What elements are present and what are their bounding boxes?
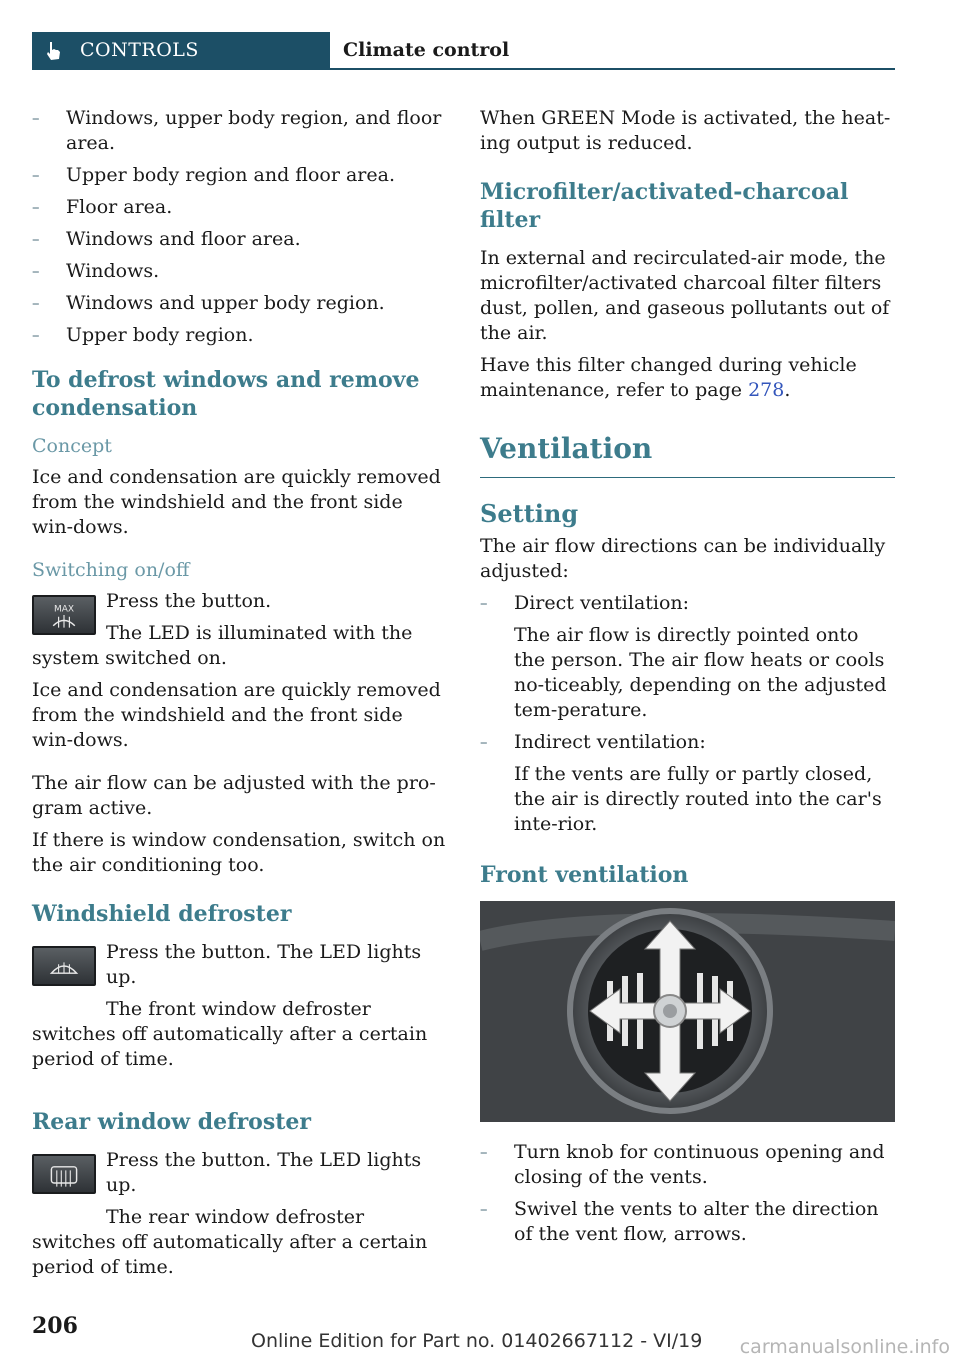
filter-text-2-post: . [784, 379, 791, 401]
indirect-text: If the vents are fully or partly closed, the air is directly routed into the car's inte-rior. [514, 763, 882, 835]
chapter-label: CONTROLS [80, 39, 199, 61]
concept-text: Ice and condensation are quickly removed from the windshield and the front side win-dows. [32, 466, 441, 538]
max-defrost-button-image [32, 595, 96, 635]
list-item [480, 591, 895, 723]
windshield-defrost-icon [34, 948, 94, 984]
chapter-tab [32, 32, 330, 70]
concept-heading: Concept [32, 435, 112, 457]
filter-text-2 [480, 353, 895, 403]
ventilation-heading: Ventilation [480, 431, 895, 478]
edition-text: Online Edition for Part no. 01402667112 - VI/19 [251, 1330, 703, 1352]
switching-press-text: Press the button. [106, 590, 272, 612]
windshield-row [32, 940, 448, 1072]
front-vent-list [480, 1140, 895, 1247]
max-label: MAX [53, 604, 75, 615]
windshield-press-text: Press the button. The LED lights up. [106, 941, 422, 988]
switching-led-text: The LED is illuminated with the system switched on. [32, 622, 413, 669]
max-defrost-row [32, 589, 448, 671]
rear-row [32, 1148, 448, 1280]
filter-text-1: In external and recirculated-air mode, the microfilter/activated charcoal filter filters dust, pollen, and gaseous pollutants out of the air. [480, 247, 890, 344]
left-column [32, 106, 448, 1287]
front-ventilation-heading: Front ventilation [480, 862, 689, 888]
section-title: Climate control [343, 39, 510, 61]
ventilation-types-list [480, 591, 895, 837]
rear-heading: Rear window defroster [32, 1109, 311, 1135]
indirect-label: Indirect ventilation: [514, 731, 706, 753]
list-item: – Turn knob for continuous opening and closing of the vents. [480, 1140, 895, 1190]
list-item: – Windows and floor area. [32, 227, 448, 252]
front-vent-photo [480, 901, 895, 1122]
vent-illustration [480, 901, 895, 1122]
list-item: – Windows. [32, 259, 448, 284]
filter-heading: Microfilter/activated-charcoal filter [480, 179, 849, 233]
rear-text: The rear window defroster switches off automatically after a certain period of time. [32, 1206, 428, 1278]
filter-text-2-pre: Have this filter changed during vehicle maintenance, refer to page [480, 354, 857, 401]
right-column [480, 106, 895, 1254]
switching-para3: If there is window condensation, switch on the air conditioning too. [32, 829, 446, 876]
setting-heading: Setting [480, 499, 579, 528]
defrost-heading: To defrost windows and remove condensation [32, 367, 420, 421]
setting-text: The air flow directions can be individually adjusted: [480, 535, 886, 582]
rear-defrost-icon [34, 1156, 94, 1192]
air-distribution-list [32, 106, 448, 348]
windshield-button-image [32, 946, 96, 986]
rear-button-image [32, 1154, 96, 1194]
list-item: – Upper body region. [32, 323, 448, 348]
watermark: carmanualsonline.info [739, 1336, 950, 1358]
list-item: – Upper body region and floor area. [32, 163, 448, 188]
switching-para2: The air flow can be adjusted with the pro-gram active. [32, 772, 436, 819]
switching-para1: Ice and condensation are quickly removed from the windshield and the front side win-dows. [32, 679, 441, 751]
page-link-278[interactable]: 278 [748, 379, 785, 401]
page-number: 206 [32, 1313, 78, 1339]
direct-label: Direct ventilation: [514, 592, 690, 614]
rear-press-text: Press the button. The LED lights up. [106, 1149, 422, 1196]
list-item: – Windows, upper body region, and floor area. [32, 106, 448, 156]
list-item: – Windows and upper body region. [32, 291, 448, 316]
windshield-text: The front window defroster switches off automatically after a certain period of time. [32, 998, 428, 1070]
page-header [32, 32, 895, 70]
max-defrost-icon [34, 597, 94, 633]
list-item: – Swivel the vents to alter the direction of the vent flow, arrows. [480, 1197, 895, 1247]
direct-text: The air flow is directly pointed onto the person. The air flow heats or cools no-ticeably, depending on the adjusted tem-perature. [514, 624, 887, 721]
windshield-heading: Windshield defroster [32, 901, 292, 927]
list-item [480, 730, 895, 837]
pointing-hand-icon [42, 40, 64, 62]
list-item: – Floor area. [32, 195, 448, 220]
switching-heading: Switching on/off [32, 559, 190, 581]
green-mode-text: When GREEN Mode is activated, the heat-ing output is reduced. [480, 107, 891, 154]
